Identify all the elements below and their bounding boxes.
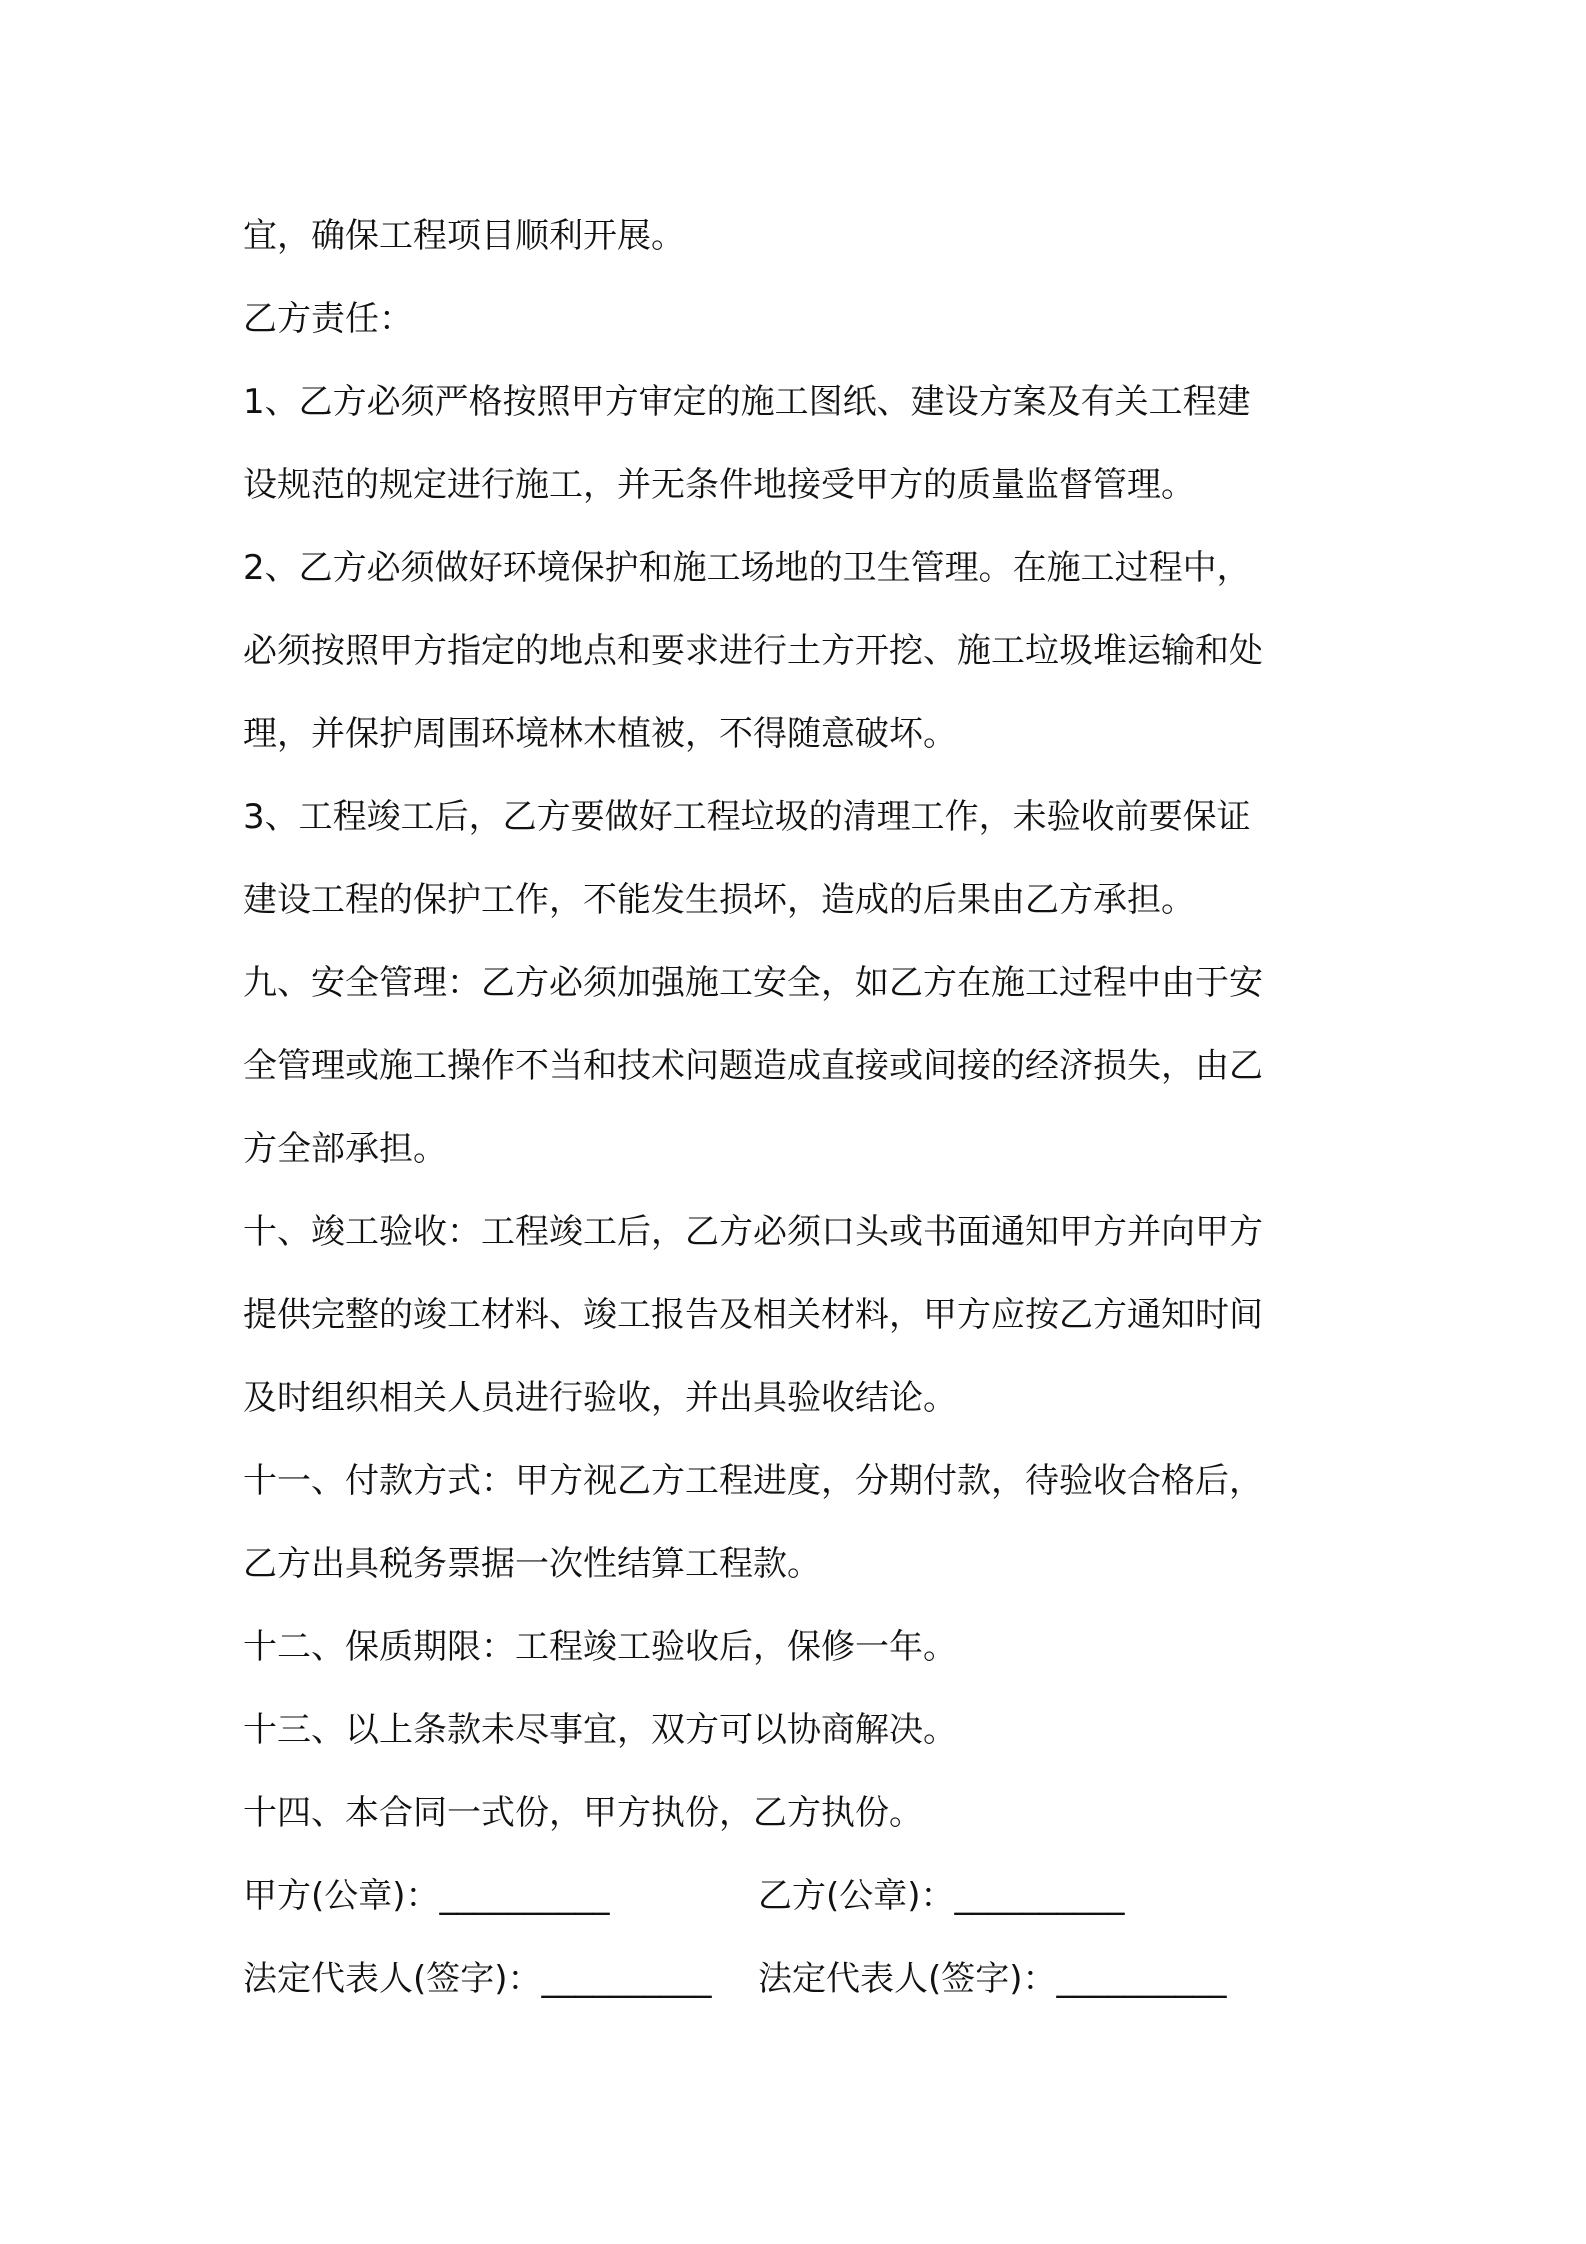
text-line: 全管理或施工操作不当和技术问题造成直接或间接的经济损失，由乙: [243, 1046, 1263, 1086]
party-a-representative-field: 法定代表人(签字)：__________: [243, 1959, 712, 1999]
contract-page: [243, 195, 1363, 2021]
text-line: 及时组织相关人员进行验收，并出具验收结论。: [243, 1378, 957, 1418]
signature-rep-row: [243, 1938, 1363, 2021]
text-line: 3、工程竣工后，乙方要做好工程垃圾的清理工作，未验收前要保证: [243, 797, 1251, 837]
text-line: 方全部承担。: [243, 1129, 447, 1169]
text-line: 2、乙方必须做好环境保护和施工场地的卫生管理。在施工过程中，: [243, 548, 1251, 588]
text-line: 乙方出具税务票据一次性结算工程款。: [243, 1544, 821, 1584]
text-line: 建设工程的保护工作，不能发生损坏，造成的后果由乙方承担。: [243, 880, 1195, 920]
text-line: 设规范的规定进行施工，并无条件地接受甲方的质量监督管理。: [243, 465, 1195, 505]
text-line: 九、安全管理：乙方必须加强施工安全，如乙方在施工过程中由于安: [243, 963, 1263, 1003]
contract-body: [243, 195, 1363, 1855]
text-line: 必须按照甲方指定的地点和要求进行土方开挖、施工垃圾堆运输和处: [243, 631, 1263, 671]
text-line: 十一、付款方式：甲方视乙方工程进度，分期付款，待验收合格后，: [243, 1461, 1263, 1501]
section-heading: 乙方责任：: [243, 299, 413, 339]
party-b-representative-field: 法定代表人(签字)：__________: [758, 1959, 1227, 1999]
party-a-seal-field: 甲方(公章)：__________: [243, 1876, 610, 1916]
text-line: 提供完整的竣工材料、竣工报告及相关材料，甲方应按乙方通知时间: [243, 1295, 1263, 1335]
text-line: 1、乙方必须严格按照甲方审定的施工图纸、建设方案及有关工程建: [243, 382, 1251, 422]
text-line: 十三、以上条款未尽事宜，双方可以协商解决。: [243, 1710, 957, 1750]
text-line: 十四、本合同一式份，甲方执份，乙方执份。: [243, 1793, 923, 1833]
signature-seal-row: [243, 1855, 1363, 1938]
text-line: 理，并保护周围环境林木植被，不得随意破坏。: [243, 714, 957, 754]
text-line: 十、竣工验收：工程竣工后，乙方必须口头或书面通知甲方并向甲方: [243, 1212, 1263, 1252]
text-line: 十二、保质期限：工程竣工验收后，保修一年。: [243, 1627, 957, 1667]
text-line: 宜，确保工程项目顺利开展。: [243, 216, 685, 256]
party-b-seal-field: 乙方(公章)：__________: [758, 1876, 1125, 1916]
